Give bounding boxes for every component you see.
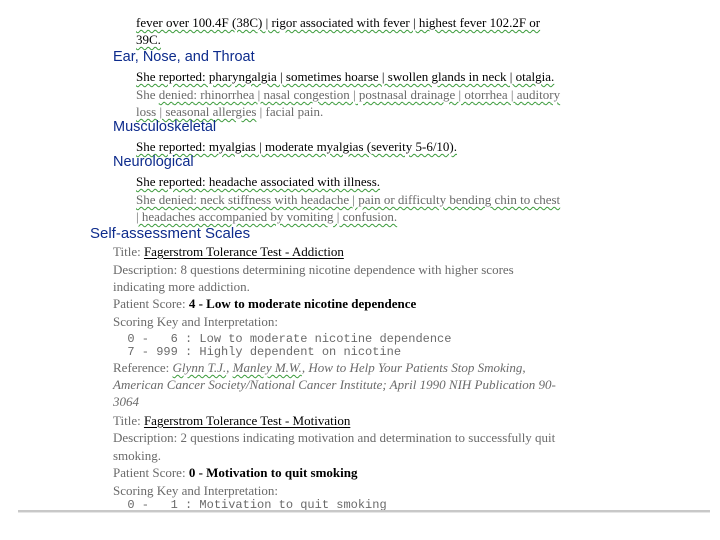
musculoskeletal-reported: She reported: myalgias | moderate myalgias (severity 5-6/10). (136, 139, 458, 154)
test1-score-label: Patient Score: (113, 296, 189, 311)
neurological-heading: Neurological (113, 154, 194, 170)
test1-title-label: Title: (113, 244, 144, 259)
test2-description-line-1: Description: 2 questions indicating motivation and determination to successfully quit (113, 430, 556, 445)
neurological-reported: She reported: headache associated with illness. (136, 174, 381, 189)
test1-key-row-2: 7 - 999 : Highly dependent on nicotine (113, 345, 402, 359)
neurological-denied-line-2: | headaches accompanied by vomiting | confusion. (136, 209, 398, 224)
test1-reference-line-2: American Cancer Society/National Cancer Institute; April 1990 NIH Publication 90- (113, 377, 556, 392)
test1-key-label: Scoring Key and Interpretation: (113, 314, 278, 329)
self-assessment-heading: Self-assessment Scales (90, 225, 251, 242)
test1-reference-label: Reference: (113, 360, 173, 375)
test2-score-label: Patient Score: (113, 465, 189, 480)
ent-denied-rest: | facial pain. (256, 104, 324, 119)
test2-description-line-2: smoking. (113, 448, 162, 463)
test1-reference-author-2: Manley M.W. (232, 360, 302, 375)
test1-reference-line-1 (113, 359, 526, 376)
test2-title-label: Title: (113, 413, 144, 428)
ent-denied-list-1: denied: rhinorrhea | nasal congestion | postnasal drainage | otorrhea | auditory (158, 87, 561, 102)
test1-title[interactable]: Fagerstrom Tolerance Test - Addiction (143, 244, 344, 259)
ent-denied-list-2: loss | seasonal allergies (136, 104, 257, 119)
test1-reference-title: , How to Help Your Patients Stop Smoking, (301, 360, 526, 375)
musculoskeletal-heading: Musculoskeletal (113, 119, 217, 135)
bottom-divider (18, 510, 710, 513)
ent-reported: She reported: pharyngalgia | sometimes hoarse | swollen glands in neck | otalgia. (136, 69, 555, 84)
test2-key-row-1: 0 - 1 : Motivation to quit smoking (113, 498, 387, 512)
test2-title-line (113, 412, 350, 429)
test1-score: 4 - Low to moderate nicotine dependence (188, 296, 417, 311)
ent-denied-prefix: She (136, 87, 159, 102)
test1-description-line-1: Description: 8 questions determining nicotine dependence with higher scores (113, 262, 514, 277)
test2-title[interactable]: Fagerstrom Tolerance Test - Motivation (143, 413, 351, 428)
test2-key-label: Scoring Key and Interpretation: (113, 483, 278, 498)
test1-reference-sep: , (226, 360, 233, 375)
test1-title-line (113, 243, 344, 260)
test1-key-row-1: 0 - 6 : Low to moderate nicotine dependence (113, 332, 452, 346)
neurological-denied-line-1: She denied: neck stiffness with headache | pain or difficulty bending chin to chest (136, 192, 561, 207)
fever-line-1: fever over 100.4F (38C) | rigor associated with fever | highest fever 102.2F or (136, 15, 541, 30)
test1-description-line-2: indicating more addiction. (113, 279, 250, 294)
test2-score-line (113, 464, 357, 481)
fever-line-2: 39C. (136, 32, 161, 47)
ent-denied-line-1 (136, 86, 560, 103)
ent-denied-line-2 (136, 103, 323, 120)
test1-score-line (113, 295, 416, 312)
ent-heading: Ear, Nose, and Throat (113, 49, 255, 65)
test1-reference-author-1: Glynn T.J. (172, 360, 227, 375)
test2-score: 0 - Motivation to quit smoking (188, 465, 358, 480)
test1-reference-line-3: 3064 (113, 394, 139, 409)
